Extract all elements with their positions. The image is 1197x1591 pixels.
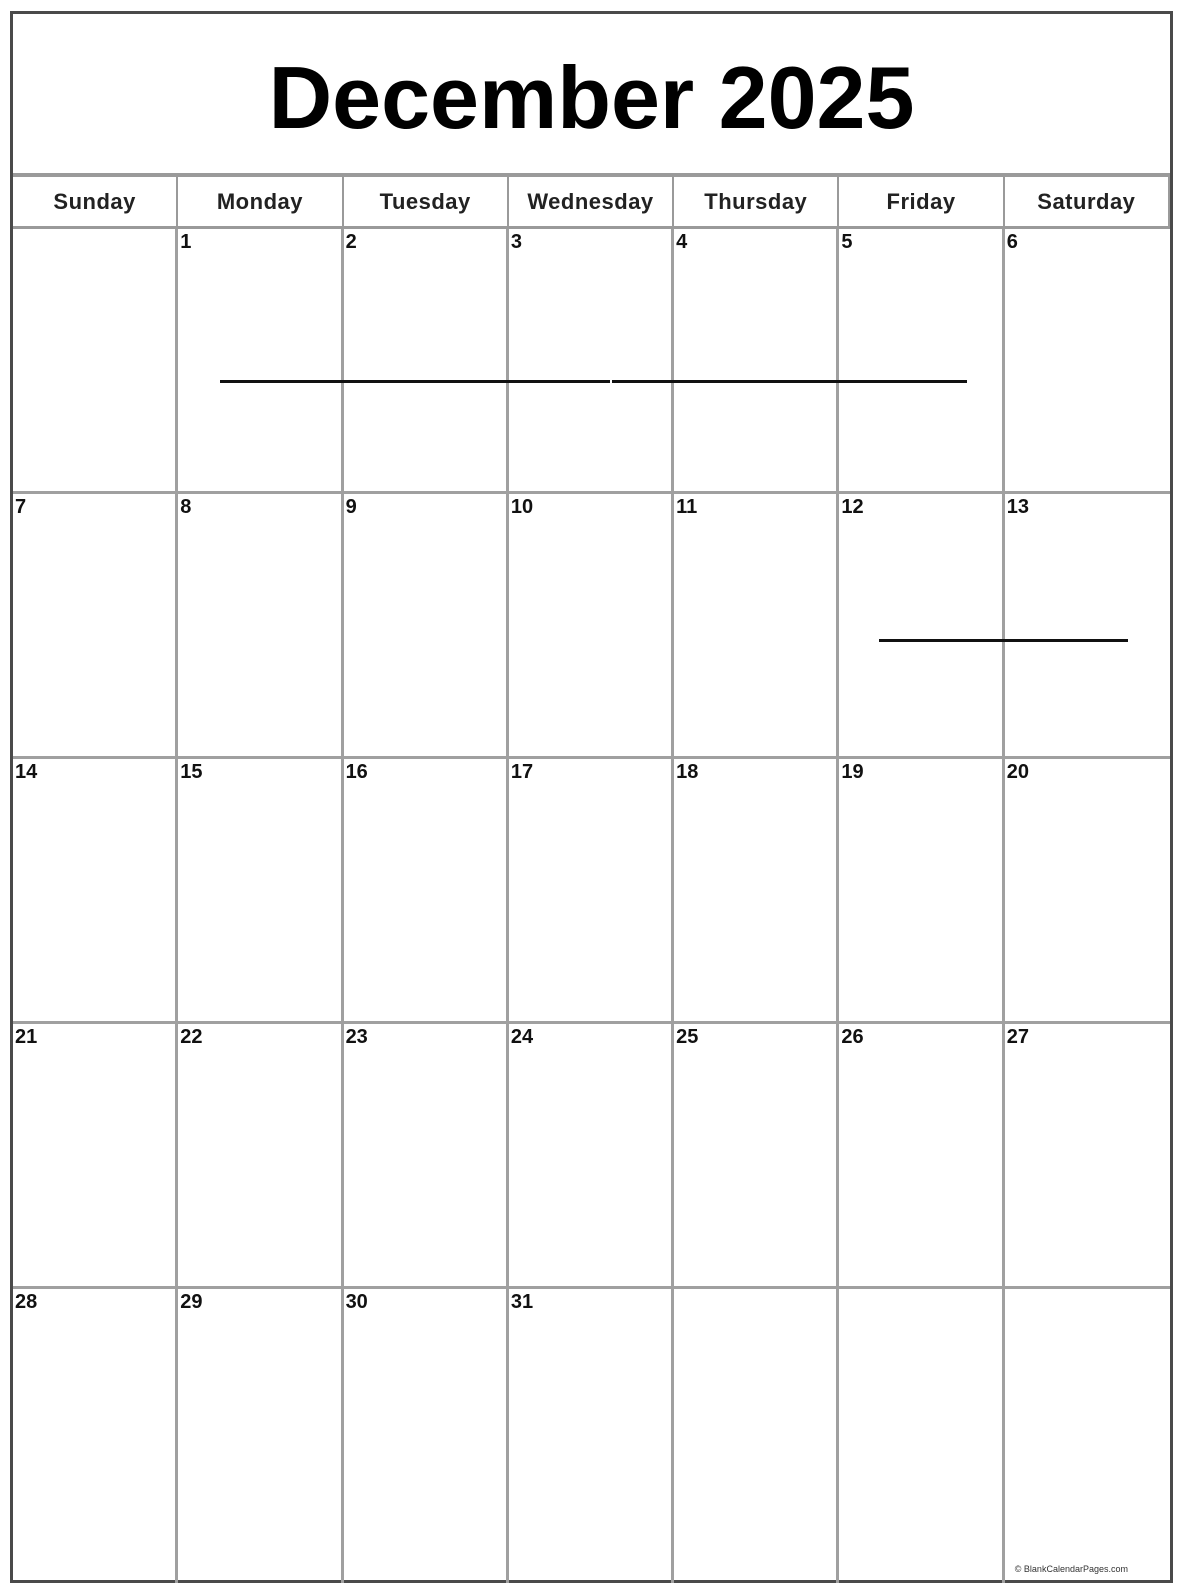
day-cell[interactable] — [178, 759, 343, 1024]
day-cell[interactable] — [1005, 229, 1170, 494]
day-number: 30 — [345, 1291, 368, 1313]
day-number: 22 — [180, 1026, 203, 1048]
day-cell[interactable] — [178, 1289, 343, 1583]
day-number: 17 — [510, 761, 534, 783]
weekday-header-monday: Monday — [178, 175, 343, 229]
day-number: 12 — [841, 496, 864, 518]
day-cell[interactable] — [344, 1024, 509, 1289]
day-number: 31 — [510, 1291, 534, 1313]
day-cell[interactable] — [1005, 759, 1170, 1024]
day-cell[interactable] — [674, 1024, 839, 1289]
day-number: 1 — [180, 231, 192, 253]
day-cell[interactable] — [509, 229, 674, 494]
title-bar — [13, 14, 1170, 175]
day-cell[interactable] — [13, 229, 178, 494]
day-number: 11 — [676, 496, 698, 518]
day-number: 13 — [1006, 496, 1029, 518]
day-number: 9 — [345, 496, 357, 518]
day-number: 8 — [180, 496, 192, 518]
day-number: 21 — [15, 1026, 38, 1048]
copyright-text: © BlankCalendarPages.com — [1014, 1564, 1128, 1574]
day-number: 15 — [180, 761, 203, 783]
day-number: 5 — [841, 231, 853, 253]
day-number: 20 — [1006, 761, 1029, 783]
day-cell[interactable] — [509, 1289, 674, 1583]
day-cell[interactable] — [674, 759, 839, 1024]
weekday-header-wednesday: Wednesday — [509, 175, 674, 229]
day-cell[interactable] — [344, 229, 509, 494]
day-number: 18 — [676, 761, 699, 783]
day-number: 27 — [1006, 1026, 1029, 1048]
day-cell[interactable] — [1005, 494, 1170, 759]
calendar-frame — [10, 11, 1173, 1583]
day-cell[interactable] — [839, 759, 1004, 1024]
day-cell[interactable] — [13, 1289, 178, 1583]
day-cell[interactable] — [674, 229, 839, 494]
day-number: 7 — [15, 496, 27, 518]
day-cell[interactable] — [344, 1289, 509, 1583]
day-number: 3 — [510, 231, 522, 253]
day-cell[interactable] — [509, 759, 674, 1024]
calendar-title: December 2025 — [268, 47, 915, 147]
weekday-header-sunday: Sunday — [13, 175, 178, 229]
event-line — [220, 380, 610, 383]
day-number: 16 — [345, 761, 368, 783]
day-number: 25 — [676, 1026, 699, 1048]
day-cell[interactable] — [839, 1024, 1004, 1289]
weekday-header-friday: Friday — [839, 175, 1004, 229]
day-number: 10 — [510, 496, 534, 518]
weekday-header-saturday: Saturday — [1005, 175, 1170, 229]
day-cell[interactable] — [344, 759, 509, 1024]
day-number: 6 — [1006, 231, 1018, 253]
day-cell[interactable] — [674, 494, 839, 759]
day-number: 26 — [841, 1026, 864, 1048]
day-cell[interactable] — [509, 1024, 674, 1289]
day-cell[interactable] — [13, 494, 178, 759]
day-number: 28 — [15, 1291, 38, 1313]
day-number: 4 — [676, 231, 688, 253]
day-cell[interactable] — [1005, 1024, 1170, 1289]
day-cell[interactable] — [674, 1289, 839, 1583]
event-line — [879, 639, 1128, 642]
day-cell[interactable] — [178, 229, 343, 494]
day-cell[interactable] — [1005, 1289, 1170, 1583]
day-number: 14 — [15, 761, 38, 783]
day-cell[interactable] — [344, 494, 509, 759]
day-cell[interactable] — [178, 1024, 343, 1289]
day-number: 19 — [841, 761, 864, 783]
day-cell[interactable] — [839, 229, 1004, 494]
calendar-grid — [13, 175, 1170, 1583]
weekday-header-tuesday: Tuesday — [344, 175, 509, 229]
day-cell[interactable] — [13, 759, 178, 1024]
day-cell[interactable] — [839, 1289, 1004, 1583]
event-line — [612, 380, 967, 383]
day-cell[interactable] — [178, 494, 343, 759]
day-number: 2 — [345, 231, 357, 253]
day-number: 24 — [510, 1026, 534, 1048]
day-cell[interactable] — [839, 494, 1004, 759]
day-cell[interactable] — [13, 1024, 178, 1289]
day-cell[interactable] — [509, 494, 674, 759]
day-number: 29 — [180, 1291, 203, 1313]
weekday-header-thursday: Thursday — [674, 175, 839, 229]
day-number: 23 — [345, 1026, 368, 1048]
